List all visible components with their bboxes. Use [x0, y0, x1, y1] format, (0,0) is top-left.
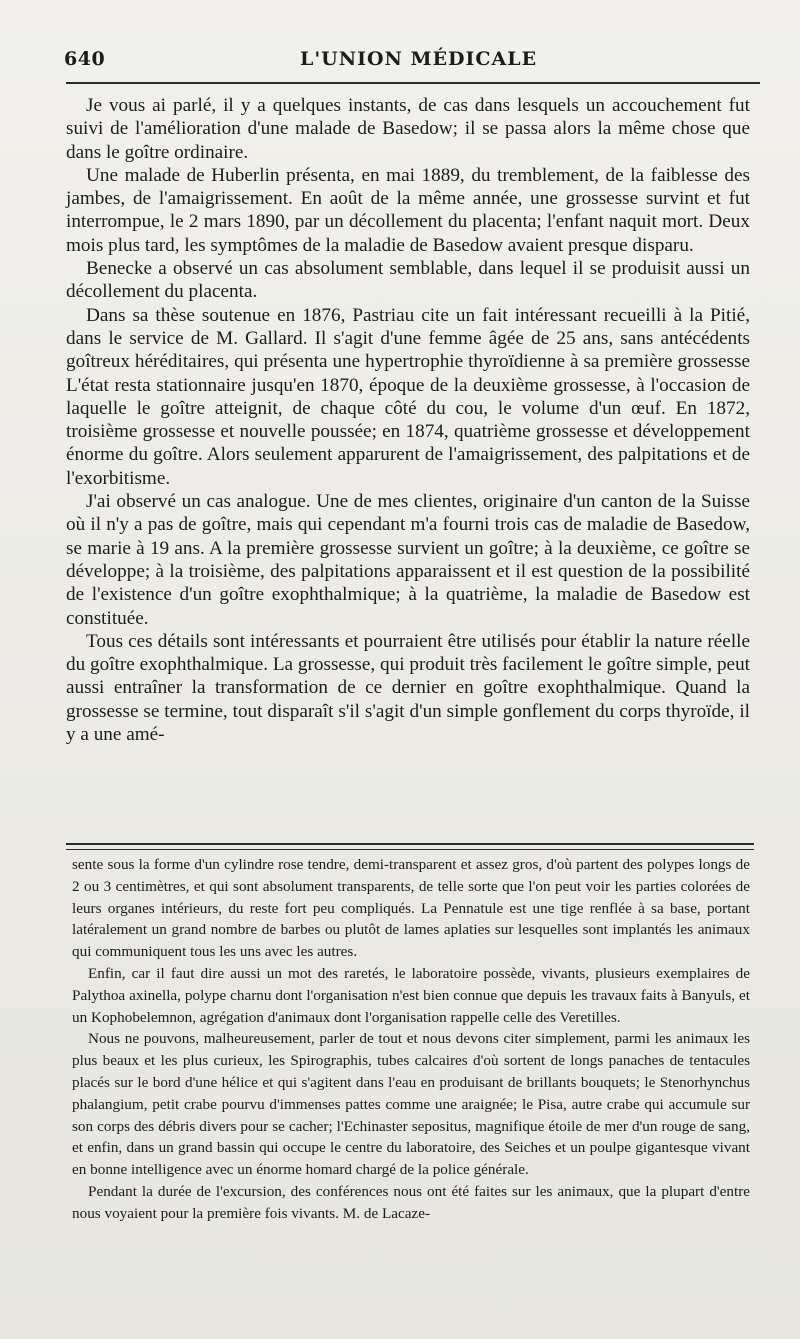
footnote-separator-thin	[66, 849, 754, 850]
body-paragraph: Benecke a observé un cas absolument semblable, dans lequel il se produisit aussi un décollement du placenta.	[66, 258, 750, 303]
body-paragraph: J'ai observé un cas analogue. Une de mes clientes, originaire d'un canton de la Suisse où il n'y a pas de goître, mais qui cependant m'a fourni trois cas de maladie de Basedow, se marie à 19 ans. A la première grossesse survient un goître; à la deuxième, ce goître se développe; à la troisième, des palpitations apparaissent et il est question de la possibilité de l'existence d'un goître exophthalmique; à la quatrième, la maladie de Basedow est constituée.	[66, 491, 750, 629]
footnote-paragraph: Nous ne pouvons, malheureusement, parler de tout et nous devons citer simplement, parmi les animaux les plus beaux et les plus curieux, les Spirographis, tubes calcaires d'où sortent de longs panaches de tentacules placés sur le bord d'une hélice et qui s'agitent dans l'eau en produisant de brillants bouquets; le Stenorhynchus phalangium, petit crabe pourvu d'immenses pattes comme une araignée; le Pisa, autre crabe qui accumule sur son corps des débris divers pour se cacher; l'Echinaster sepositus, magnifique étoile de mer d'un rouge de sang, et enfin, dans un grand bassin qui occupe le centre du laboratoire, des Seiches et un poulpe gigantesque vivant en bonne intelligence avec un énorme homard chargé de la police générale.	[72, 1030, 750, 1179]
footnote-paragraph: sente sous la forme d'un cylindre rose tendre, demi-transparent et assez gros, d'où partent des polypes longs de 2 ou 3 centimètres, et qui sont absolument transparents, de telle sorte que l'on peut voir les parties colorées de leurs organes intérieurs, du reste fort peu compliqués. La Pennatule est une tige renflée à sa base, portant latéralement un grand nombre de barbes ou plutôt de lames aplaties sur lesquelles sont implantés les animaux qui communiquent tous les uns avec les autres.	[72, 856, 750, 961]
page-header	[64, 46, 760, 76]
main-text	[66, 94, 750, 746]
footnote-paragraph: Pendant la durée de l'excursion, des conférences nous ont été faites sur les animaux, que la plupart d'entre nous voyaient pour la première fois vivants. M. de Lacaze-	[72, 1182, 750, 1222]
body-paragraph: Tous ces détails sont intéressants et pourraient être utilisés pour établir la nature réelle du goître exophthalmique. La grossesse, qui produit très facilement le goître simple, peut aussi entraîner la transformation de ce dernier en goître exophthalmique. Quand la grossesse se termine, tout disparaît s'il s'agit d'un simple gonflement du corps thyroïde, il y a une amé-	[66, 630, 750, 746]
header-rule	[66, 82, 760, 84]
body-paragraph: Une malade de Huberlin présenta, en mai 1889, du tremblement, de la faiblesse des jambes, de l'amaigrissement. En août de la même année, une grossesse survint et fut interrompue, le 2 mars 1890, par un décollement du placenta; l'enfant naquit mort. Deux mois plus tard, les symptômes de la maladie de Basedow avaient presque disparu.	[66, 164, 750, 256]
page-number: 640	[64, 48, 106, 70]
footnote-separator-thick	[66, 843, 754, 845]
journal-title: L'UNION MÉDICALE	[300, 48, 538, 70]
body-paragraph: Je vous ai parlé, il y a quelques instants, de cas dans lesquels un accouchement fut suivi de l'amélioration d'une malade de Basedow; il se passa alors la même chose que dans le goître ordinaire.	[66, 95, 750, 163]
footnote-text	[72, 854, 750, 1225]
footnote-paragraph: Enfin, car il faut dire aussi un mot des raretés, le laboratoire possède, vivants, plusieurs exemplaires de Palythoa axinella, polype charnu dont l'organisation n'est bien connue que depuis les travaux faits à Banyuls, et un Kophobelemnon, agrégation d'animaux dont l'organisation rappelle celle des Veretilles.	[72, 964, 750, 1026]
body-paragraph: Dans sa thèse soutenue en 1876, Pastriau cite un fait intéressant recueilli à la Pitié, dans le service de M. Gallard. Il s'agit d'une femme âgée de 25 ans, sans antécédents goîtreux héréditaires, qui présenta une hypertrophie thyroïdienne à sa première grossesse L'état resta stationnaire jusqu'en 1870, époque de la deuxième grossesse, à l'occasion de laquelle le goître atteignit, de chaque côté du cou, le volume d'un œuf. En 1872, troisième grossesse et nouvelle poussée; en 1874, quatrième grossesse et développement énorme du goître. Alors seulement apparurent de l'amaigrissement, des palpitations et de l'exorbitisme.	[66, 304, 750, 489]
